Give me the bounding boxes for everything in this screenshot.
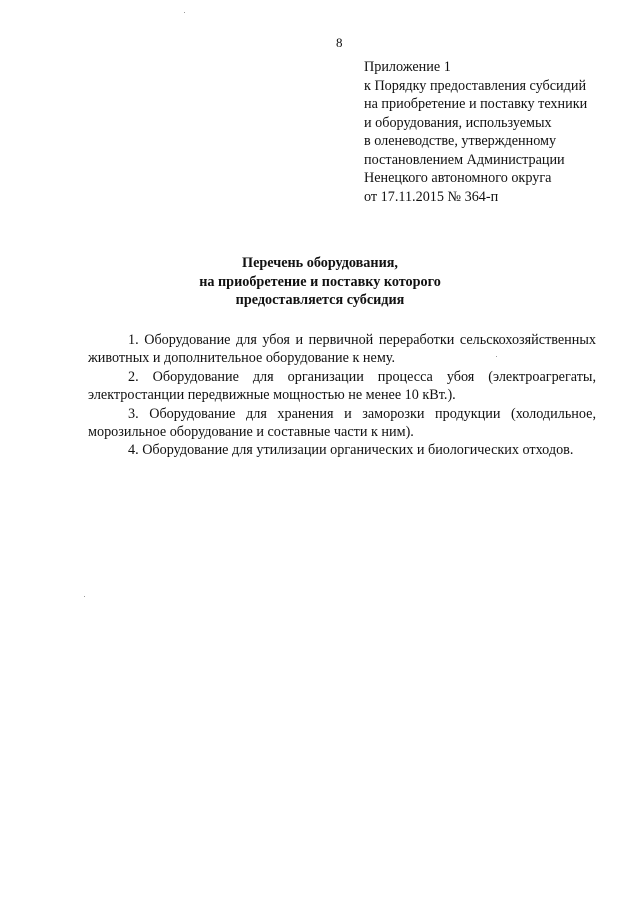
title-line: предоставляется субсидия xyxy=(235,292,405,308)
list-item: 4. Оборудование для утилизации органических и биологических отходов. xyxy=(128,442,574,459)
appendix-line: Ненецкого автономного округа xyxy=(364,170,552,186)
appendix-line: от 17.11.2015 № 364-п xyxy=(364,188,499,205)
scan-speck xyxy=(184,12,185,13)
document-title xyxy=(0,254,640,310)
equipment-list xyxy=(88,331,596,460)
scan-speck xyxy=(496,356,497,357)
title-line: на приобретение и поставку которого xyxy=(199,273,441,290)
appendix-line: и оборудования, используемых xyxy=(364,114,552,131)
appendix-line: постановлением Администрации xyxy=(364,151,565,168)
page-number: 8 xyxy=(336,35,343,50)
title-line: Перечень оборудования, xyxy=(242,255,398,271)
list-item: 3. Оборудование для хранения и заморозки продукции (холодильное, морозильное оборудование и составные части к ним). xyxy=(88,405,596,441)
appendix-line: к Порядку предоставления субсидий xyxy=(364,77,587,94)
appendix-line: в оленеводстве, утвержденному xyxy=(364,133,557,149)
appendix-line: Приложение 1 xyxy=(364,59,451,75)
appendix-header xyxy=(364,58,624,206)
list-item: 2. Оборудование для организации процесса убоя (электроагрегаты, электростанции передвижные мощностью не менее 10 кВт.). xyxy=(88,368,596,404)
list-item: 1. Оборудование для убоя и первичной переработки сельскохозяйственных животных и дополнительное оборудование к нему. xyxy=(88,332,596,367)
scan-speck xyxy=(84,596,85,597)
appendix-line: на приобретение и поставку техники xyxy=(364,96,588,112)
